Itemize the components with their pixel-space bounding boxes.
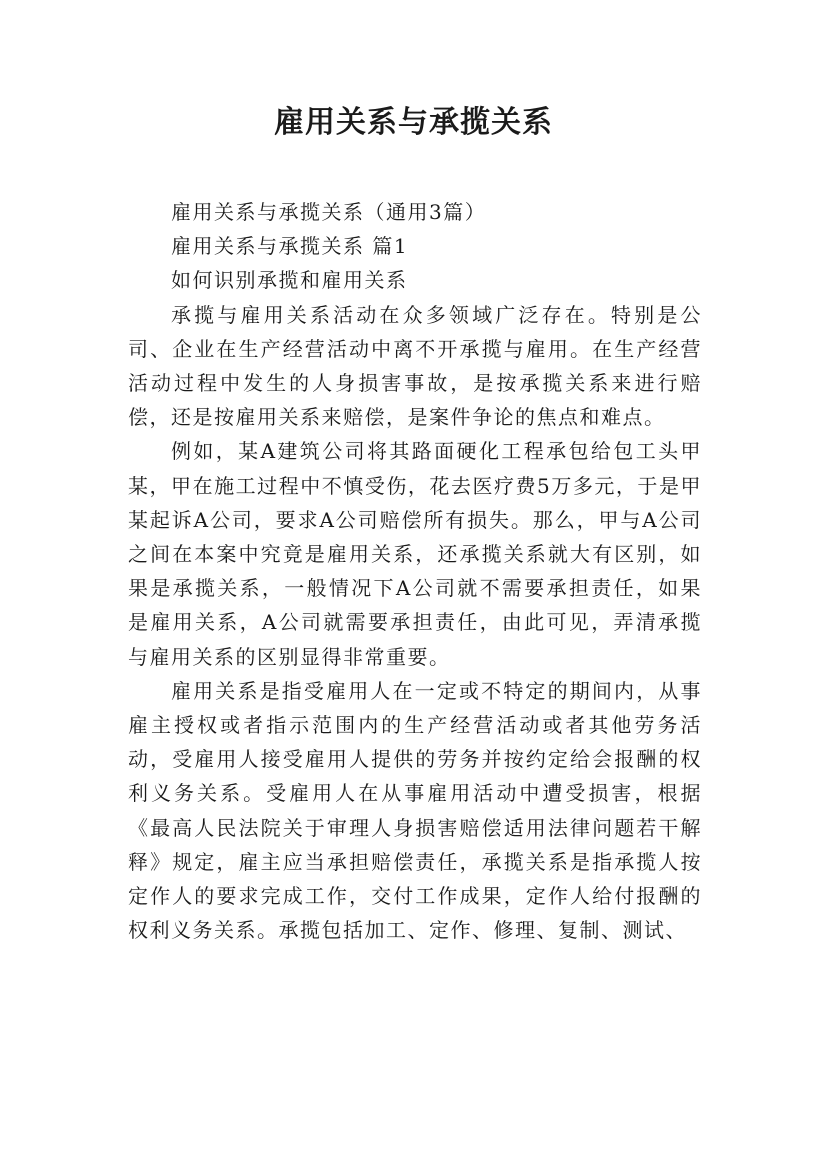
- paragraph-topic-heading: 如何识别承揽和雇用关系: [171, 268, 408, 293]
- paragraph-definition: 雇用关系是指受雇用人在一定或不特定的期间内，从事雇主授权或者指示范围内的生产经营活动或者其他劳务活动，受雇用人接受雇用人提供的劳务并按约定给会报酬的权利义务关系。受雇用人在从事雇用活动中遭受损害，根据《最高人民法院关于审理人身损害赔偿适用法律问题若干解释》规定，雇主应当承担赔偿责任，承揽关系是指承揽人按定作人的要求完成工作，交付工作成果，定作人给付报酬的权利义务关系。承揽包括加工、定作、修理、复制、测试、: [128, 678, 702, 943]
- paragraph-section-heading: 雇用关系与承揽关系 篇1: [171, 234, 409, 259]
- paragraph-example: 例如，某A建筑公司将其路面硬化工程承包给包工头甲某，甲在施工过程中不慎受伤，花去医疗费5万多元，于是甲某起诉A公司，要求A公司赔偿所有损失。那么，甲与A公司之间在本案中究竟是雇用关系，还承揽关系就大有区别，如果是承揽关系，一般情况下A公司就不需要承担责任，如果是雇用关系，A公司就需要承担责任，由此可见，弄清承揽与雇用关系的区别显得非常重要。: [128, 439, 702, 669]
- paragraph-intro: 承揽与雇用关系活动在众多领域广泛存在。特别是公司、企业在生产经营活动中离不开承揽与雇用。在生产经营活动过程中发生的人身损害事故，是按承揽关系来进行赔偿，还是按雇用关系来赔偿，是案件争论的焦点和难点。: [128, 302, 702, 430]
- document-title: 雇用关系与承揽关系: [274, 105, 553, 140]
- document-body: [128, 195, 702, 947]
- paragraph-subtitle: 雇用关系与承揽关系（通用3篇）: [171, 200, 487, 224]
